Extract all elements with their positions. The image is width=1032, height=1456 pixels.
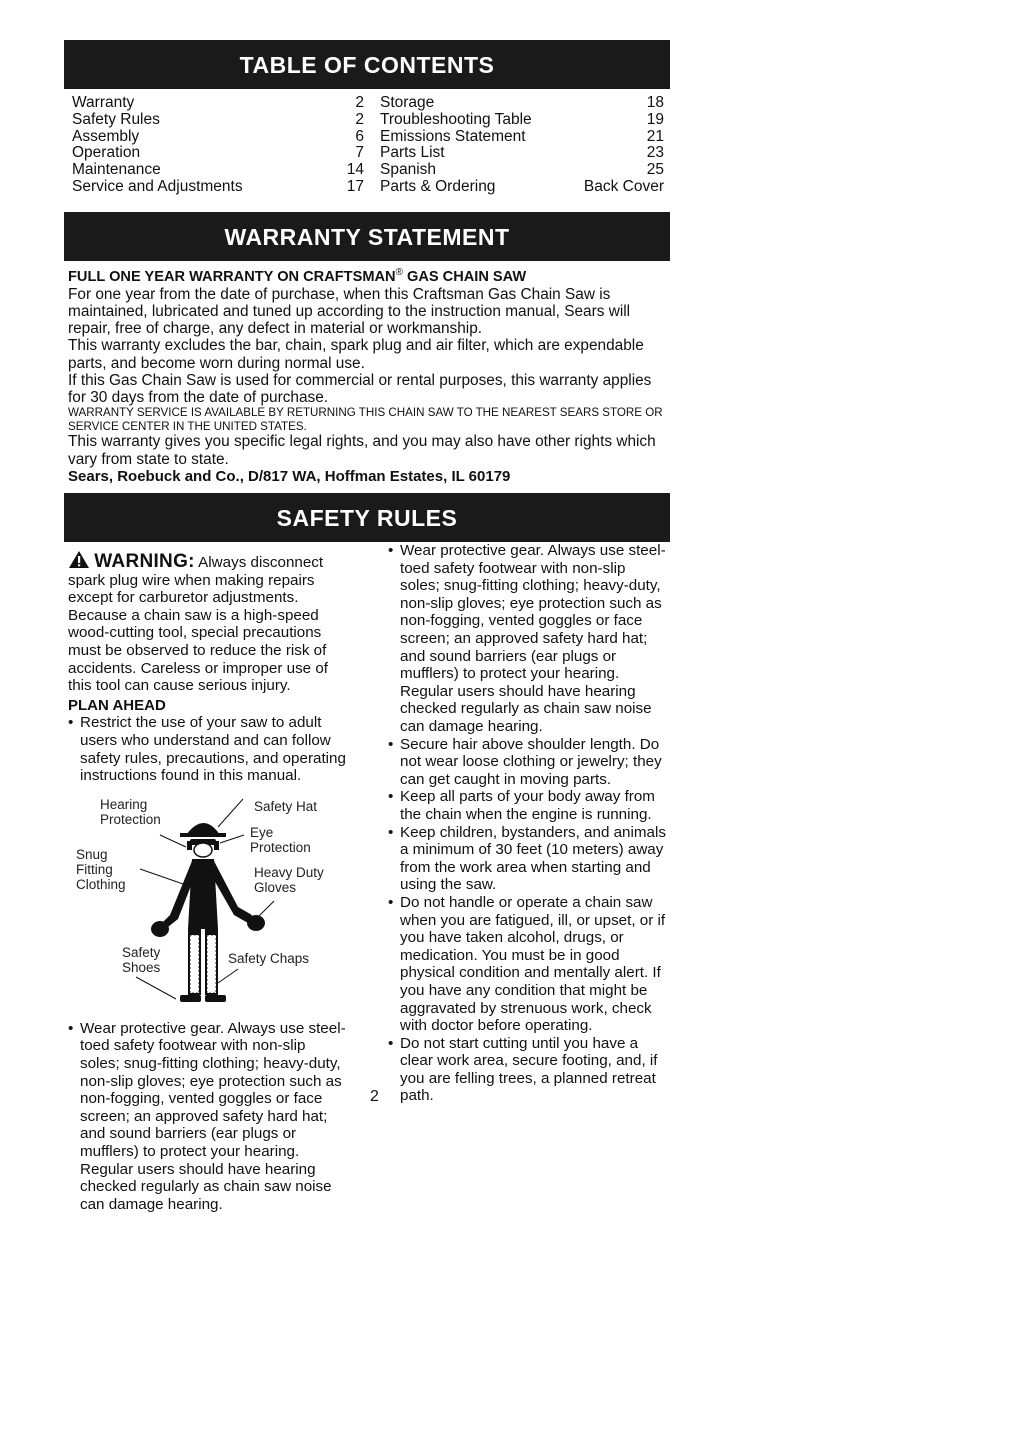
toc-entry-label: Emissions Statement — [380, 127, 526, 145]
hearing-protection-label: Hearing Protection — [100, 796, 161, 827]
toc-left-column — [72, 95, 364, 196]
list-item: • Restrict the use of your saw to adult users who understand and can follow safety rules, precautions, and operating instructions found in this manual. — [68, 714, 348, 784]
warranty-section — [64, 264, 670, 485]
toc-entry-page: 6 — [355, 127, 364, 145]
warranty-paragraph: This warranty gives you specific legal rights, and you may also have other rights which vary from state to state. — [68, 433, 656, 468]
toc-entry-label: Safety Rules — [72, 110, 160, 128]
protective-gear-figure — [68, 797, 348, 1012]
toc-banner: TABLE OF CONTENTS — [64, 40, 670, 89]
toc-entry-page: 17 — [346, 177, 364, 195]
warranty-paragraph: If this Gas Chain Saw is used for commercial or rental purposes, this warranty applies for 30 days from the date of purchase. — [68, 371, 652, 407]
safety-shoes-label: Safety Shoes — [122, 944, 161, 975]
manual-page — [64, 40, 670, 1213]
list-item: • Keep children, bystanders, and animals a minimum of 30 feet (10 meters) away from the work area when starting and using the saw. — [388, 824, 668, 894]
warranty-heading-suffix: GAS CHAIN SAW — [402, 268, 527, 285]
safety-left-column — [68, 542, 348, 1213]
toc-entry-label: Service and Adjustments — [72, 177, 243, 195]
page-number: 2 — [370, 1088, 379, 1105]
protective-gear-text: Wear protective gear. Always use steel-toed safety footwear with non-slip soles; snug-fitting clothing; heavy-duty, non-slip gloves; eye protection such as non-fogging, vented goggles or face screen; an approved safety hard hat; and sound barriers (ear plugs or mufflers) to protect your hearing. Regular users should have hearing checked regularly as chain saw noise can damage hearing. — [80, 1019, 346, 1213]
list-item — [388, 542, 668, 736]
toc-right-column — [380, 95, 664, 196]
list-item: • Do not handle or operate a chain saw when you are fatigued, ill, or upset, or if you have taken alcohol, drugs, or medication. You must be in good physical condition and mentally alert. If you have any condition that might be aggravated by strenuous work, check with doctor before operating. — [388, 894, 668, 1035]
heavy-duty-gloves-label: Heavy Duty Gloves — [254, 864, 324, 895]
toc-entry-label: Troubleshooting Table — [380, 110, 532, 128]
toc-entry-page: 14 — [346, 161, 364, 179]
list-item: • Do not start cutting until you have a clear work area, secure footing, and, if you are felling trees, a planned retreat path. — [388, 1035, 668, 1105]
safety-right-column — [388, 542, 668, 1105]
toc-entry-page: 21 — [646, 127, 664, 145]
list-item: • Secure hair above shoulder length. Do not wear loose clothing or jewelry; they can get caught in moving parts. — [388, 736, 668, 789]
warranty-heading — [68, 264, 668, 286]
safety-rules-list — [388, 542, 668, 1105]
continued-text: • Wear protective gear. Always use steel-toed safety footwear with non-slip soles; snug-fitting clothing; heavy-duty, non-slip gloves; eye protection such as non-fogging, vented goggles or face screen; an approved safety hard hat; and sound barriers (ear plugs or mufflers) to protect your hearing. Regular users should have hearing checked regularly as chain saw noise can damage hearing. — [400, 542, 666, 735]
safety-banner: SAFETY RULES — [64, 493, 670, 542]
eye-protection-label: Eye Protection — [250, 824, 311, 855]
toc-entry-page: 25 — [646, 161, 664, 179]
toc-entry-page: 7 — [355, 144, 364, 162]
warning-block — [68, 550, 348, 695]
toc-entry-label: Spanish — [380, 161, 437, 179]
snug-fitting-clothing-label: Snug Fitting Clothing — [76, 846, 126, 892]
safety-rules — [64, 542, 670, 1213]
warranty-heading-text: FULL ONE YEAR WARRANTY ON CRAFTSMAN — [68, 268, 396, 285]
plan-ahead-heading: PLAN AHEAD — [68, 696, 166, 714]
warranty-service-notice: WARRANTY SERVICE IS AVAILABLE BY RETURNING THIS CHAIN SAW TO THE NEAREST SEARS STORE OR SERVICE CENTER IN THE UNITED STATES. — [68, 406, 663, 433]
list-item: • Keep all parts of your body away from the chain when the engine is running. — [388, 788, 668, 823]
toc-entry-label: Assembly — [72, 127, 140, 145]
toc-entry-page: 18 — [646, 94, 664, 111]
toc-entry-label: Warranty — [72, 94, 135, 111]
sears-address: Sears, Roebuck and Co., D/817 WA, Hoffman Estates, IL 60179 — [68, 467, 511, 485]
toc-entry-label: Operation — [72, 144, 141, 162]
protective-gear-list — [68, 1019, 348, 1213]
registered-mark: ® — [395, 266, 403, 278]
warning-triangle-icon — [68, 554, 94, 571]
warranty-banner: WARRANTY STATEMENT — [64, 212, 670, 261]
toc-entry-label: Storage — [380, 94, 435, 111]
plan-ahead-list — [68, 714, 348, 784]
toc-entry-page: 23 — [646, 144, 664, 162]
toc-entry-label: Parts List — [380, 144, 445, 162]
warning-label: WARNING: — [94, 551, 195, 573]
toc-entry-label: Parts & Ordering — [380, 177, 496, 195]
table-of-contents — [64, 89, 670, 196]
safety-chaps-label: Safety Chaps — [228, 950, 310, 966]
toc-entry-page: 2 — [355, 110, 364, 128]
safety-hat-label: Safety Hat — [254, 798, 318, 814]
toc-entry-label: Maintenance — [72, 161, 161, 179]
warranty-paragraph: This warranty excludes the bar, chain, spark plug and air filter, which are expendable parts, and become worn during normal use. — [68, 337, 644, 372]
toc-entry-page: Back Cover — [583, 177, 664, 195]
toc-entry-page: 2 — [355, 94, 364, 111]
warranty-paragraph: For one year from the date of purchase, when this Craftsman Gas Chain Saw is maintained, lubricated and tuned up according to the instruction manual, Sears will repair, free of charge, any defect in material or workmanship. — [68, 285, 631, 338]
toc-entry-page: 19 — [646, 110, 664, 128]
warning-text: Always disconnect spark plug wire when making repairs except for carburetor adjustments. Because a chain saw is a high-speed wood-cutting tool, special precautions must be observed to reduce the risk of accidents. Careless or improper use of this tool can cause serious injury. — [68, 554, 328, 695]
list-item — [68, 1019, 348, 1213]
